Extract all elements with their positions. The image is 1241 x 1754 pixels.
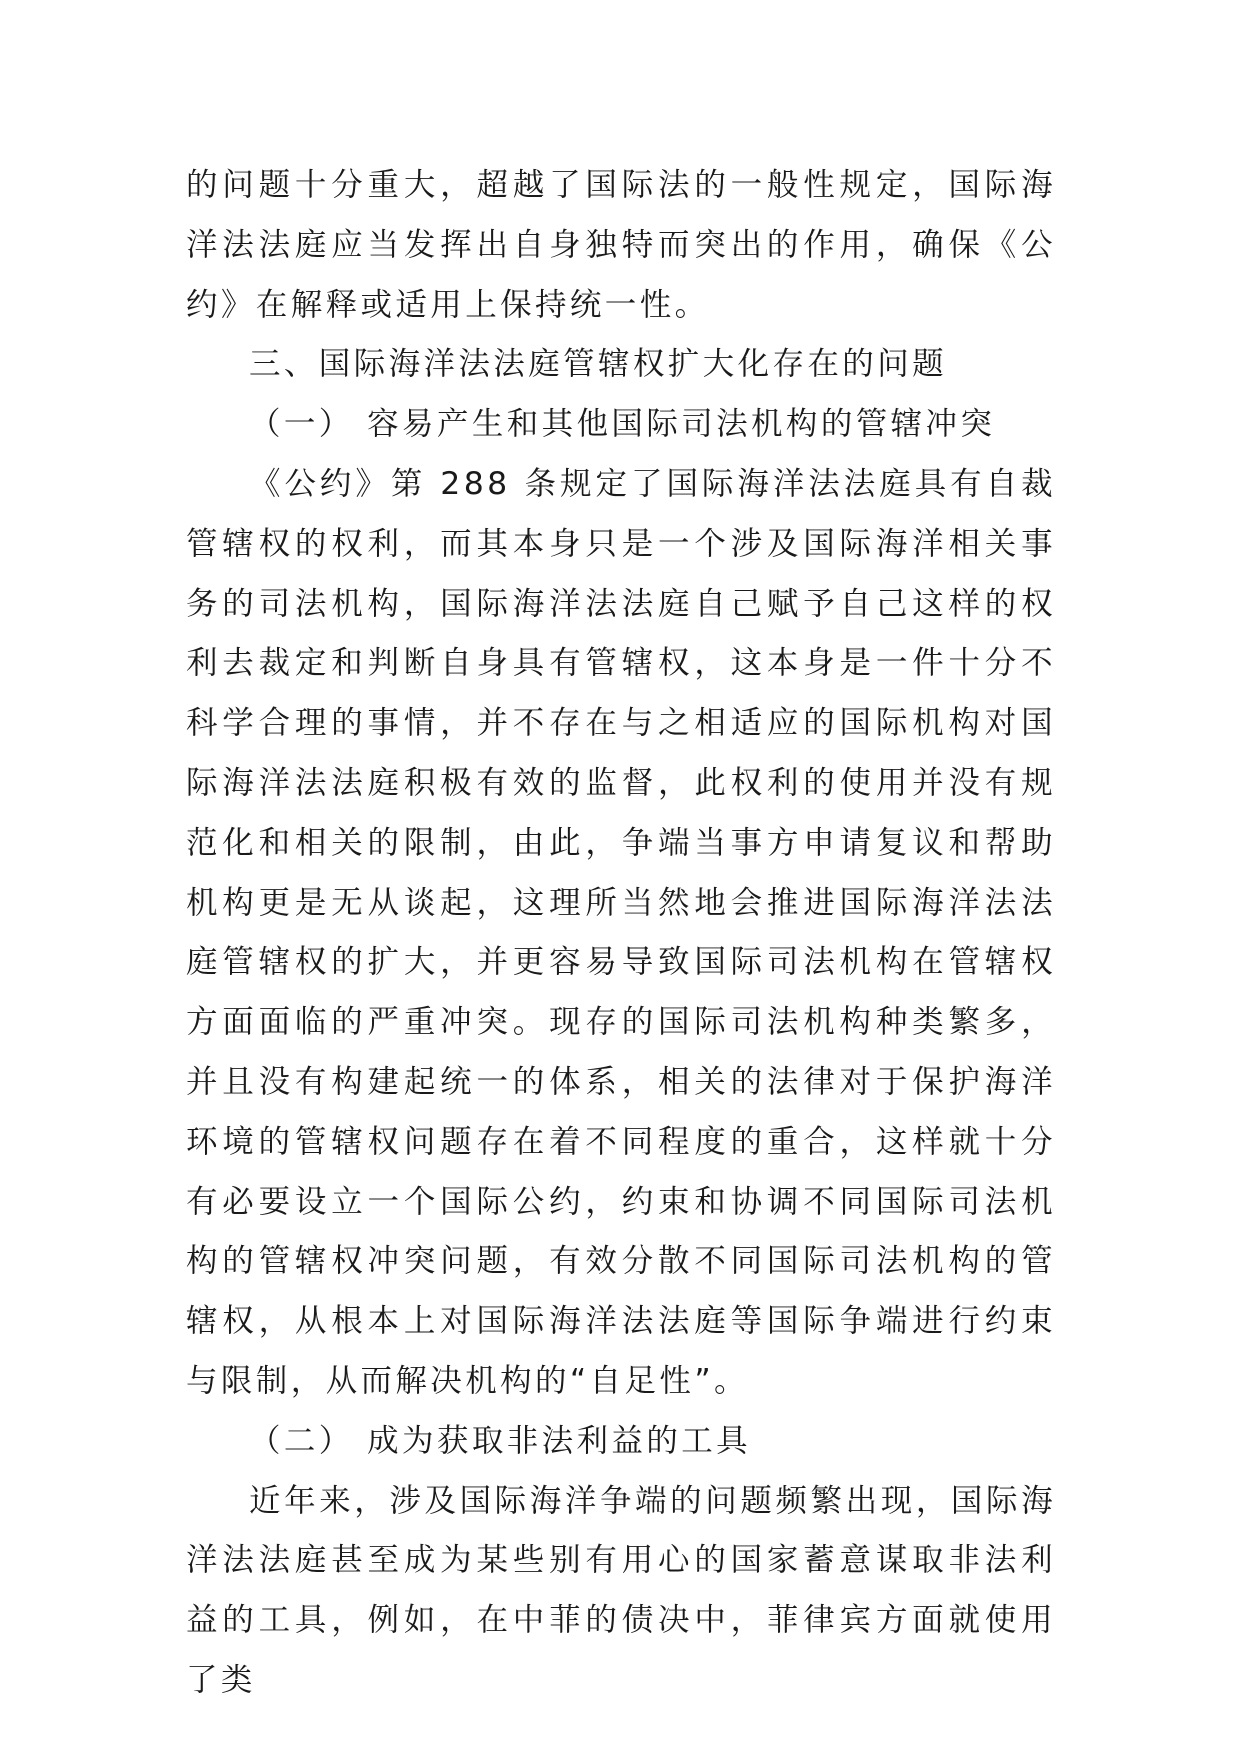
subsection-heading-1: （一） 容易产生和其他国际司法机构的管辖冲突	[249, 406, 996, 443]
section-heading: 三、国际海洋法法庭管辖权扩大化存在的问题	[249, 346, 948, 383]
paragraph-body-1: 《公约》第 288 条规定了国际海洋法法庭具有自裁管辖权的权利，而其本身只是一个涉及国际海洋相关事务的司法机构，国际海洋法法庭自己赋予自己这样的权利去裁定和判断自身具有管辖权，这本身是一件十分不科学合理的事情，并不存在与之相适应的国际机构对国际海洋法法庭积极有效的监督，此权利的使用并没有规范化和相关的限制，由此，争端当事方申请复议和帮助机构更是无从谈起，这理所当然地会推进国际海洋法法庭管辖权的扩大，并更容易导致国际司法机构在管辖权方面面临的严重冲突。现存的国际司法机构种类繁多，并且没有构建起统一的体系，相关的法律对于保护海洋环境的管辖权问题存在着不同程度的重合，这样就十分有必要设立一个国际公约，约束和协调不同国际司法机构的管辖权冲突问题，有效分散不同国际司法机构的管辖权，从根本上对国际海洋法法庭等国际争端进行约束与限制，从而解决机构的“自足性”。	[186, 465, 1056, 1399]
subsection-heading-2: （二） 成为获取非法利益的工具	[249, 1422, 752, 1459]
paragraph-body-2: 近年来，涉及国际海洋争端的问题频繁出现，国际海洋法法庭甚至成为某些别有用心的国家蓄意谋取非法利益的工具，例如，在中菲的债决中，菲律宾方面就使用了类	[186, 1482, 1056, 1698]
paragraph-continuation: 的问题十分重大，超越了国际法的一般性规定，国际海洋法法庭应当发挥出自身独特而突出的作用，确保《公约》在解释或适用上保持统一性。	[186, 167, 1056, 323]
document-body	[186, 156, 1056, 1711]
